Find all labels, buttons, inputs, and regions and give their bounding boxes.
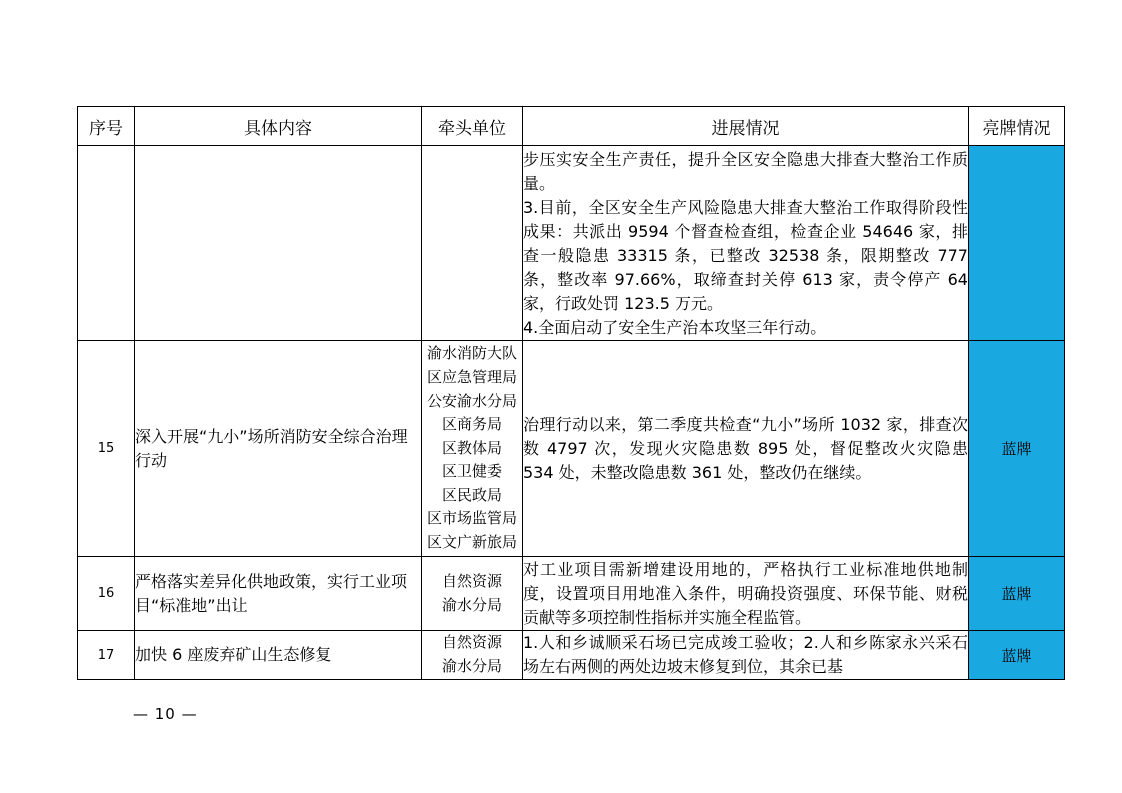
unit-name: 区应急管理局 <box>426 367 517 386</box>
unit-name: 区教体局 <box>441 438 502 457</box>
row-content: 加快 6 座废弃矿山生态修复 <box>135 631 422 680</box>
row-progress <box>523 341 969 557</box>
row-num <box>78 146 135 341</box>
row-num: 15 <box>78 341 135 557</box>
table-row <box>78 557 1065 631</box>
header-content: 具体内容 <box>135 107 422 146</box>
header-unit: 牵头单位 <box>422 107 523 146</box>
row-num: 16 <box>78 557 135 631</box>
status-badge: 蓝牌 <box>969 557 1065 631</box>
table-header-row <box>78 107 1065 146</box>
row-units <box>422 631 523 680</box>
page-number: — 10 — <box>133 705 198 723</box>
progress-paragraph: 步压实安全生产责任，提升全区安全隐患大排查大整治工作质量。 <box>523 150 968 193</box>
unit-name: 公安渝水分局 <box>426 391 517 410</box>
table-row <box>78 341 1065 557</box>
unit-name: 渝水分局 <box>441 595 502 614</box>
status-badge: 蓝牌 <box>969 341 1065 557</box>
row-units <box>422 146 523 341</box>
header-status: 亮牌情况 <box>969 107 1065 146</box>
status-badge: 蓝牌 <box>969 631 1065 680</box>
progress-paragraph: 1.人和乡诚顺采石场已完成竣工验收；2.人和乡陈家永兴采石场左右两侧的两处边坡末修复到位，其余已基 <box>523 633 968 676</box>
unit-name: 自然资源 <box>441 571 502 590</box>
row-progress <box>523 146 969 341</box>
table-row <box>78 631 1065 680</box>
unit-name: 区卫健委 <box>441 462 502 481</box>
status-badge <box>969 146 1065 341</box>
header-progress: 进展情况 <box>523 107 969 146</box>
unit-name: 渝水分局 <box>441 657 502 675</box>
header-num: 序号 <box>78 107 135 146</box>
unit-name: 区商务局 <box>441 415 502 434</box>
progress-table <box>77 106 1065 680</box>
unit-name: 渝水消防大队 <box>426 344 517 363</box>
progress-paragraph: 4.全面启动了安全生产治本攻坚三年行动。 <box>523 318 827 337</box>
unit-name: 区民政局 <box>441 485 502 504</box>
row-content <box>135 146 422 341</box>
unit-name: 自然资源 <box>441 633 502 652</box>
progress-paragraph: 对工业项目需新增建设用地的，严格执行工业标准地供地制度，设置项目用地准入条件，明确投资强度、环保节能、财税贡献等多项控制性指标并实施全程监管。 <box>523 559 968 627</box>
row-units <box>422 341 523 557</box>
row-content: 严格落实差异化供地政策，实行工业项目“标准地”出让 <box>135 557 422 631</box>
row-progress <box>523 631 969 680</box>
table-row <box>78 146 1065 341</box>
row-num: 17 <box>78 631 135 680</box>
row-content: 深入开展“九小”场所消防安全综合治理行动 <box>135 341 422 557</box>
row-progress <box>523 557 969 631</box>
row-units <box>422 557 523 631</box>
unit-name: 区市场监管局 <box>426 509 517 528</box>
progress-paragraph: 治理行动以来，第二季度共检查“九小”场所 1032 家，排查次数 4797 次，发现火灾隐患数 895 处，督促整改火灾隐患 534 处，未整改隐患数 361 处，整改仍在继续。 <box>523 414 968 482</box>
unit-name: 区文广新旅局 <box>426 533 517 552</box>
progress-paragraph: 3.目前，全区安全生产风险隐患大排查大整治工作取得阶段性成果：共派出 9594 个督查检查组，检查企业 54646 家，排查一般隐患 33315 条，已整改 32538 条，限期整改 777 条，整改率 97.66%，取缔查封关停 613 家，责令停产 64 家，行政处罚 123.5 万元。 <box>523 198 968 313</box>
